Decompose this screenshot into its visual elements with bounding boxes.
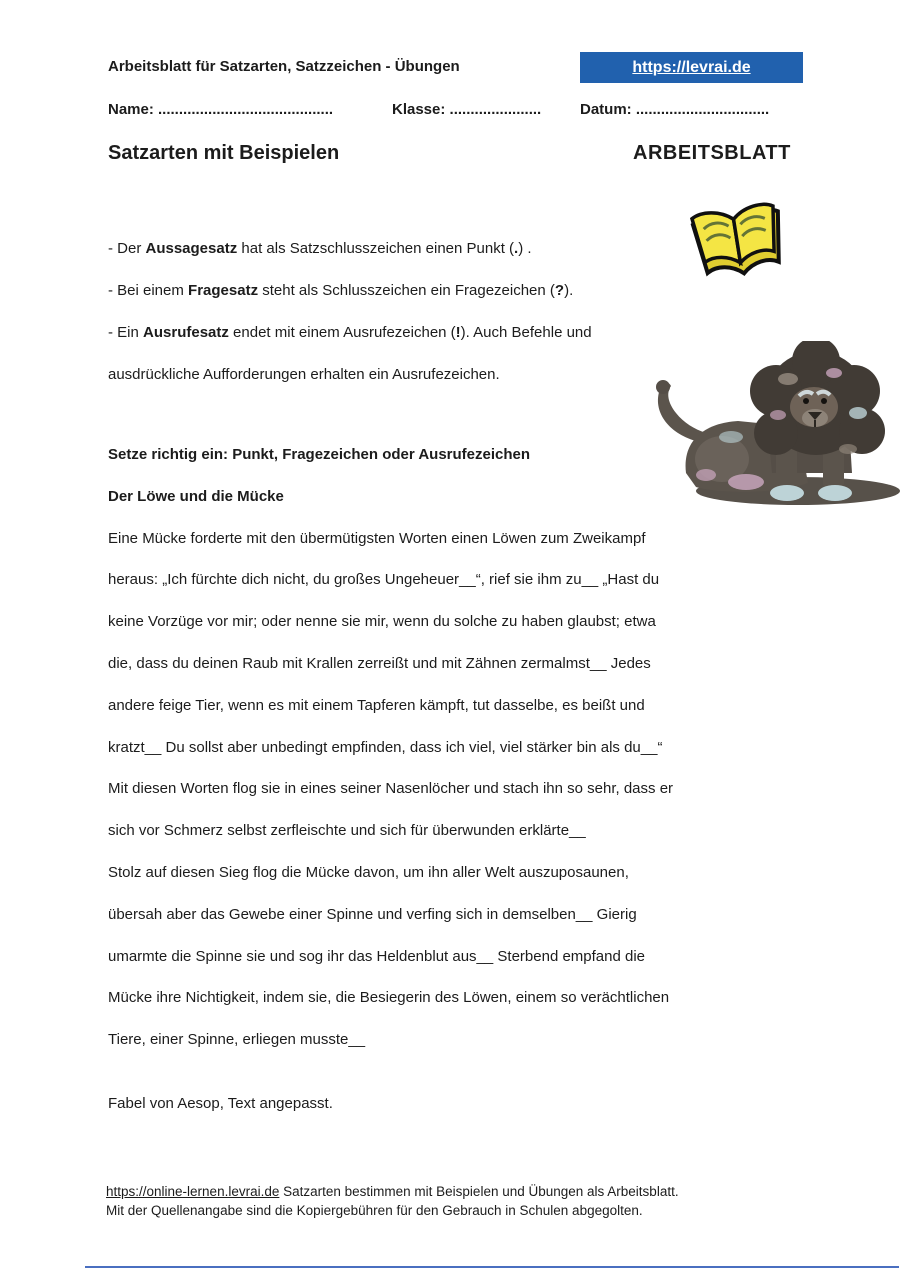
worksheet-header-title: Arbeitsblatt für Satzarten, Satzzeichen - Übungen [108, 58, 460, 75]
story-line: kratzt__ Du sollst aber unbedingt empfinden, dass ich viel, viel stärker bin als du__“ [108, 738, 663, 756]
exercise-instruction: Setze richtig ein: Punkt, Fragezeichen oder Ausrufezeichen [108, 446, 531, 463]
story-line: Tiere, einer Spinne, erliegen musste__ [108, 1031, 366, 1049]
source-note: Fabel von Aesop, Text angepasst. [108, 1095, 333, 1112]
story-line: andere feige Tier, wenn es mit einem Tapferen kämpft, tut dasselbe, es beißt und [108, 696, 645, 714]
footer-line1-text: Satzarten bestimmen mit Beispielen und Übungen als Arbeitsblatt. [279, 1184, 679, 1199]
student-fields [0, 101, 901, 123]
footer-line-1 [106, 1182, 679, 1201]
story-line: Eine Mücke forderte mit den übermütigsten Worten einen Löwen zum Zweikampf [108, 529, 646, 547]
footer-line-2: Mit der Quellenangabe sind die Kopiergebühren für den Gebrauch in Schulen abgegolten. [106, 1203, 643, 1218]
story-line: Mücke ihre Nichtigkeit, indem sie, die Besiegerin des Löwen, einem so verächtlichen [108, 989, 670, 1007]
klasse-field: Klasse: ...................... [392, 101, 542, 118]
page-title: Satzarten mit Beispielen [108, 142, 340, 164]
story-title: Der Löwe und die Mücke [108, 487, 284, 505]
story-line: übersah aber das Gewebe einer Spinne und verfing sich in demselben__ Gierig [108, 905, 637, 923]
story-line: die, dass du deinen Raub mit Krallen zerreißt und mit Zähnen zermalmst__ Jedes [108, 654, 651, 672]
intro-line: - Ein Ausrufesatz endet mit einem Ausrufezeichen (!). Auch Befehle und [108, 324, 592, 341]
story-line: keine Vorzüge vor mir; oder nenne sie mir, wenn du solche zu haben glaubst; etwa [108, 613, 656, 631]
page-title-type: ARBEITSBLATT [633, 142, 791, 164]
story-line: umarmte die Spinne sie und sog ihr das Heldenblut aus__ Sterbend empfand die [108, 947, 646, 965]
story-line: sich vor Schmerz selbst zerfleischte und sich für überwunden erklärte__ [108, 822, 586, 840]
bottom-rule [85, 1266, 899, 1268]
datum-field: Datum: ................................ [580, 101, 770, 118]
levrai-link-box [580, 52, 803, 83]
intro-line: ausdrückliche Aufforderungen erhalten ein Ausrufezeichen. [108, 366, 500, 383]
intro-line: - Der Aussagesatz hat als Satzschlusszeichen einen Punkt (.) . [108, 240, 532, 257]
story-line: heraus: „Ich fürchte dich nicht, du großes Ungeheuer__“, rief sie ihm zu__ „Hast du [108, 571, 660, 589]
intro-line: - Bei einem Fragesatz steht als Schlusszeichen ein Fragezeichen (?). [108, 282, 574, 299]
footer-link[interactable]: https://online-lernen.levrai.de [106, 1184, 280, 1199]
story-text [108, 518, 828, 1061]
name-field: Name: .......................................... [108, 101, 334, 118]
story-line: Mit diesen Worten flog sie in eines seiner Nasenlöcher und stach ihn so sehr, dass er [108, 780, 674, 798]
footer [106, 1182, 679, 1220]
levrai-link[interactable]: https://levrai.de [632, 58, 751, 76]
story-line: Stolz auf diesen Sieg flog die Mücke davon, um ihn aller Welt auszuposaunen, [108, 863, 629, 881]
exercise-section [108, 434, 828, 1061]
